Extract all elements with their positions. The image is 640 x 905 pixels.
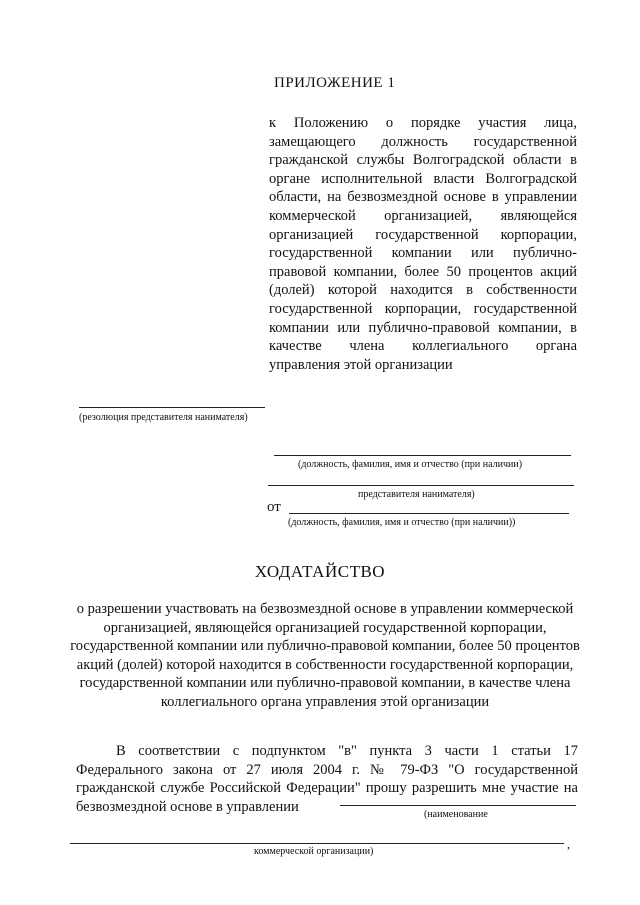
petition-title: ХОДАТАЙСТВО	[254, 562, 386, 581]
resolution-line	[79, 407, 265, 408]
org-name-caption-2: коммерческой организации)	[254, 846, 374, 857]
position-caption-1: (должность, фамилия, имя и отчество (при наличии)	[298, 459, 523, 470]
petition-body: В соответствии с подпунктом "в" пункта 3 части 1 статьи 17 Федерального закона от 27 июля 2004 г. № 79-ФЗ "О государственной гражданской службе Российской Федерации" прошу разрешить мне участие на безвозмездной основе в управлении	[76, 743, 578, 815]
employer-line	[268, 485, 574, 486]
org-name-line-2	[70, 843, 564, 844]
resolution-caption: (резолюция представителя нанимателя)	[79, 412, 248, 423]
trailing-comma: ,	[567, 837, 570, 851]
from-line	[289, 513, 569, 514]
position-caption-2: (должность, фамилия, имя и отчество (при наличии))	[288, 517, 516, 528]
org-name-caption-1: (наименование	[424, 809, 488, 820]
position-line-1	[274, 455, 571, 456]
employer-caption: представителя нанимателя)	[358, 489, 475, 500]
org-name-line	[340, 805, 576, 806]
appendix-title: ПРИЛОЖЕНИЕ 1	[274, 75, 396, 91]
from-label: от	[267, 499, 281, 515]
petition-subject: о разрешении участвовать на безвозмездной основе в управлении коммерческой организацией, являющейся организацией государственной корпорации, государственной компании или публично-правовой компании, более 50 процентов акций (долей) которой находится в собственности государственной корпорации, государственной компании или публично-правовой компании, в качестве члена коллегиального органа управления этой организации	[70, 601, 580, 710]
appendix-description: к Положению о порядке участия лица, замещающего должность государственной гражданской службы Волгоградской области в органе исполнительной власти Волгоградской области, на безвозмездной основе в управлении коммерческой организацией, являющейся организацией государственной корпорации, государственной компании или публично-правовой компании, более 50 процентов акций (долей) которой находится в собственности государственной корпорации, государственной компании или публично-правовой компании, в качестве члена коллегиального органа управления этой организации	[269, 115, 577, 373]
